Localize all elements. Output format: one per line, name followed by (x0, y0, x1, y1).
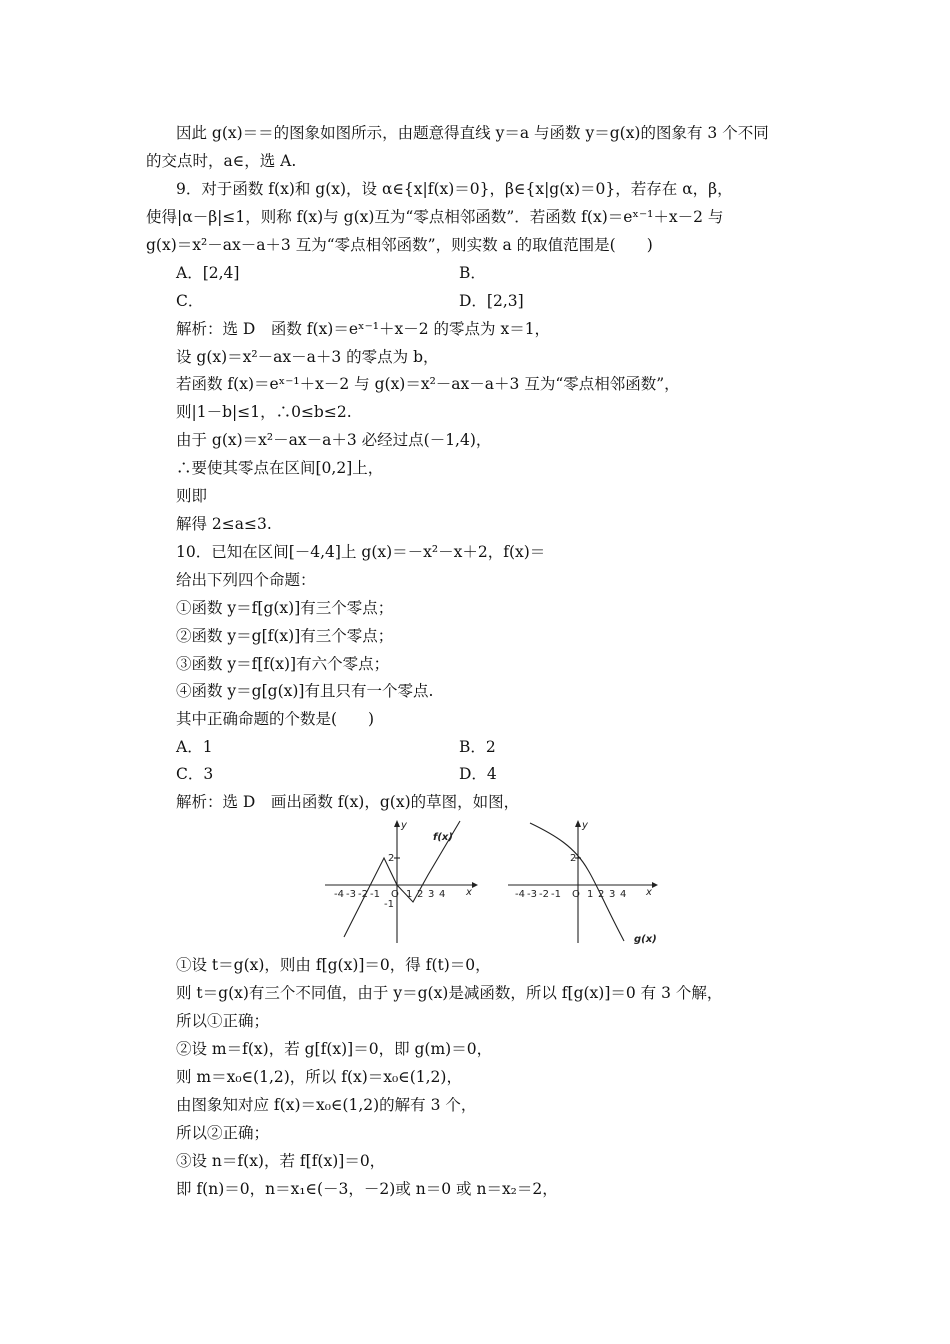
option-a: A．[2,4] (176, 264, 240, 282)
text-line: 则|1－b|≤1，∴0≤b≤2. (176, 403, 352, 421)
text-line: 则即 (176, 487, 208, 505)
origin-label: O (572, 889, 580, 900)
option-a: A．1 (176, 738, 213, 756)
function-graphs (320, 815, 670, 950)
text-line: 其中正确命题的个数是( ) (176, 710, 375, 728)
text-line: 由图象知对应 f(x)＝x₀∈(1,2)的解有 3 个， (176, 1096, 477, 1114)
g-curve (530, 823, 627, 941)
text-line: 所以②正确； (176, 1124, 270, 1142)
text-line: 则 t＝g(x)有三个不同值，由于 y＝g(x)是减函数，所以 f[g(x)]＝0 有 3 个解， (176, 984, 723, 1002)
x-axis-arrow (472, 882, 478, 888)
text-line: 由于 g(x)＝x²－ax－a＋3 必经过点(－1,4)， (176, 431, 492, 449)
solution-line: 解析：选 D 函数 f(x)＝eˣ⁻¹＋x－2 的零点为 x＝1， (176, 320, 551, 338)
x-tick: -3 (527, 889, 537, 900)
x-tick: 1 (406, 889, 413, 900)
text-line: 给出下列四个命题： (176, 571, 316, 589)
option-d: D．4 (459, 765, 497, 783)
text-line: 解得 2≤a≤3. (176, 515, 272, 533)
graph-f (325, 820, 478, 943)
x-tick: 1 (587, 889, 594, 900)
graph-g (508, 820, 658, 943)
proposition-2: ②函数 y＝g[f(x)]有三个零点； (176, 627, 394, 645)
graph-svg (320, 815, 670, 950)
proposition-3: ③函数 y＝f[f(x)]有六个零点； (176, 655, 390, 673)
text-line: 使得|α－β|≤1，则称 f(x)与 g(x)互为“零点相邻函数”．若函数 f(x)＝eˣ⁻¹＋x－2 与 (146, 208, 724, 226)
x-tick: 4 (439, 889, 446, 900)
x-axis-label: x (466, 887, 472, 898)
text-line: 因此 g(x)＝＝的图象如图所示，由题意得直线 y＝a 与函数 y＝g(x)的图象有 3 个不同 (176, 124, 769, 142)
text-line: 所以①正确； (176, 1012, 270, 1030)
f-label: f(x) (433, 832, 453, 843)
y-tick: 2 (388, 853, 395, 864)
solution-line: 解析：选 D 画出函数 f(x)，g(x)的草图，如图， (176, 793, 520, 811)
x-tick: -1 (551, 889, 561, 900)
g-label: g(x) (634, 934, 657, 945)
text-line: ①设 t＝g(x)，则由 f[g(x)]＝0，得 f(t)＝0， (176, 956, 491, 974)
x-tick: -2 (539, 889, 549, 900)
x-tick: -1 (370, 889, 380, 900)
x-tick: 4 (620, 889, 627, 900)
y-axis-arrow (394, 820, 400, 827)
y-axis-label: y (582, 820, 588, 831)
text-line: 的交点时，a∈，选 A. (146, 152, 297, 170)
option-b: B． (459, 264, 486, 282)
text-line: 则 m＝x₀∈(1,2)，所以 f(x)＝x₀∈(1,2)， (176, 1068, 462, 1086)
option-c: C．3 (176, 765, 214, 783)
text-line: 若函数 f(x)＝eˣ⁻¹＋x－2 与 g(x)＝x²－ax－a＋3 互为“零点相邻函数”， (176, 375, 680, 393)
x-tick: 3 (609, 889, 616, 900)
text-line: 即 f(n)＝0，n＝x₁∈(－3，－2)或 n＝0 或 n＝x₂＝2， (176, 1180, 558, 1198)
x-tick: 3 (428, 889, 435, 900)
text-line: ∴要使其零点在区间[0,2]上， (176, 459, 384, 477)
y-axis-arrow (575, 820, 581, 827)
text-line: g(x)＝x²－ax－a＋3 互为“零点相邻函数”，则实数 a 的取值范围是( ) (146, 236, 653, 254)
question-9-line: 9．对于函数 f(x)和 g(x)，设 α∈{x|f(x)＝0}，β∈{x|g(x)＝0}，若存在 α，β， (176, 180, 733, 198)
option-d: D．[2,3] (459, 292, 524, 310)
x-tick: -2 (358, 889, 368, 900)
y-tick: 2 (570, 853, 577, 864)
x-tick: -4 (515, 889, 525, 900)
text-line: 设 g(x)＝x²－ax－a＋3 的零点为 b， (176, 348, 439, 366)
x-axis-arrow (652, 882, 658, 888)
option-c: C． (176, 292, 204, 310)
x-tick: -4 (334, 889, 344, 900)
option-b: B．2 (459, 738, 496, 756)
origin-label: O (391, 889, 399, 900)
question-10-line: 10．已知在区间[－4,4]上 g(x)＝－x²－x＋2，f(x)＝ (176, 543, 546, 561)
x-tick: 2 (417, 889, 424, 900)
x-axis-label: x (646, 887, 652, 898)
x-tick: 2 (598, 889, 605, 900)
text-line: ②设 m＝f(x)，若 g[f(x)]＝0，即 g(m)＝0， (176, 1040, 493, 1058)
x-tick: -3 (346, 889, 356, 900)
proposition-4: ④函数 y＝g[g(x)]有且只有一个零点. (176, 682, 434, 700)
y-axis-label: y (401, 820, 407, 831)
proposition-1: ①函数 y＝f[g(x)]有三个零点； (176, 599, 394, 617)
text-line: ③设 n＝f(x)，若 f[f(x)]＝0， (176, 1152, 386, 1170)
y-tick: -1 (384, 899, 394, 910)
